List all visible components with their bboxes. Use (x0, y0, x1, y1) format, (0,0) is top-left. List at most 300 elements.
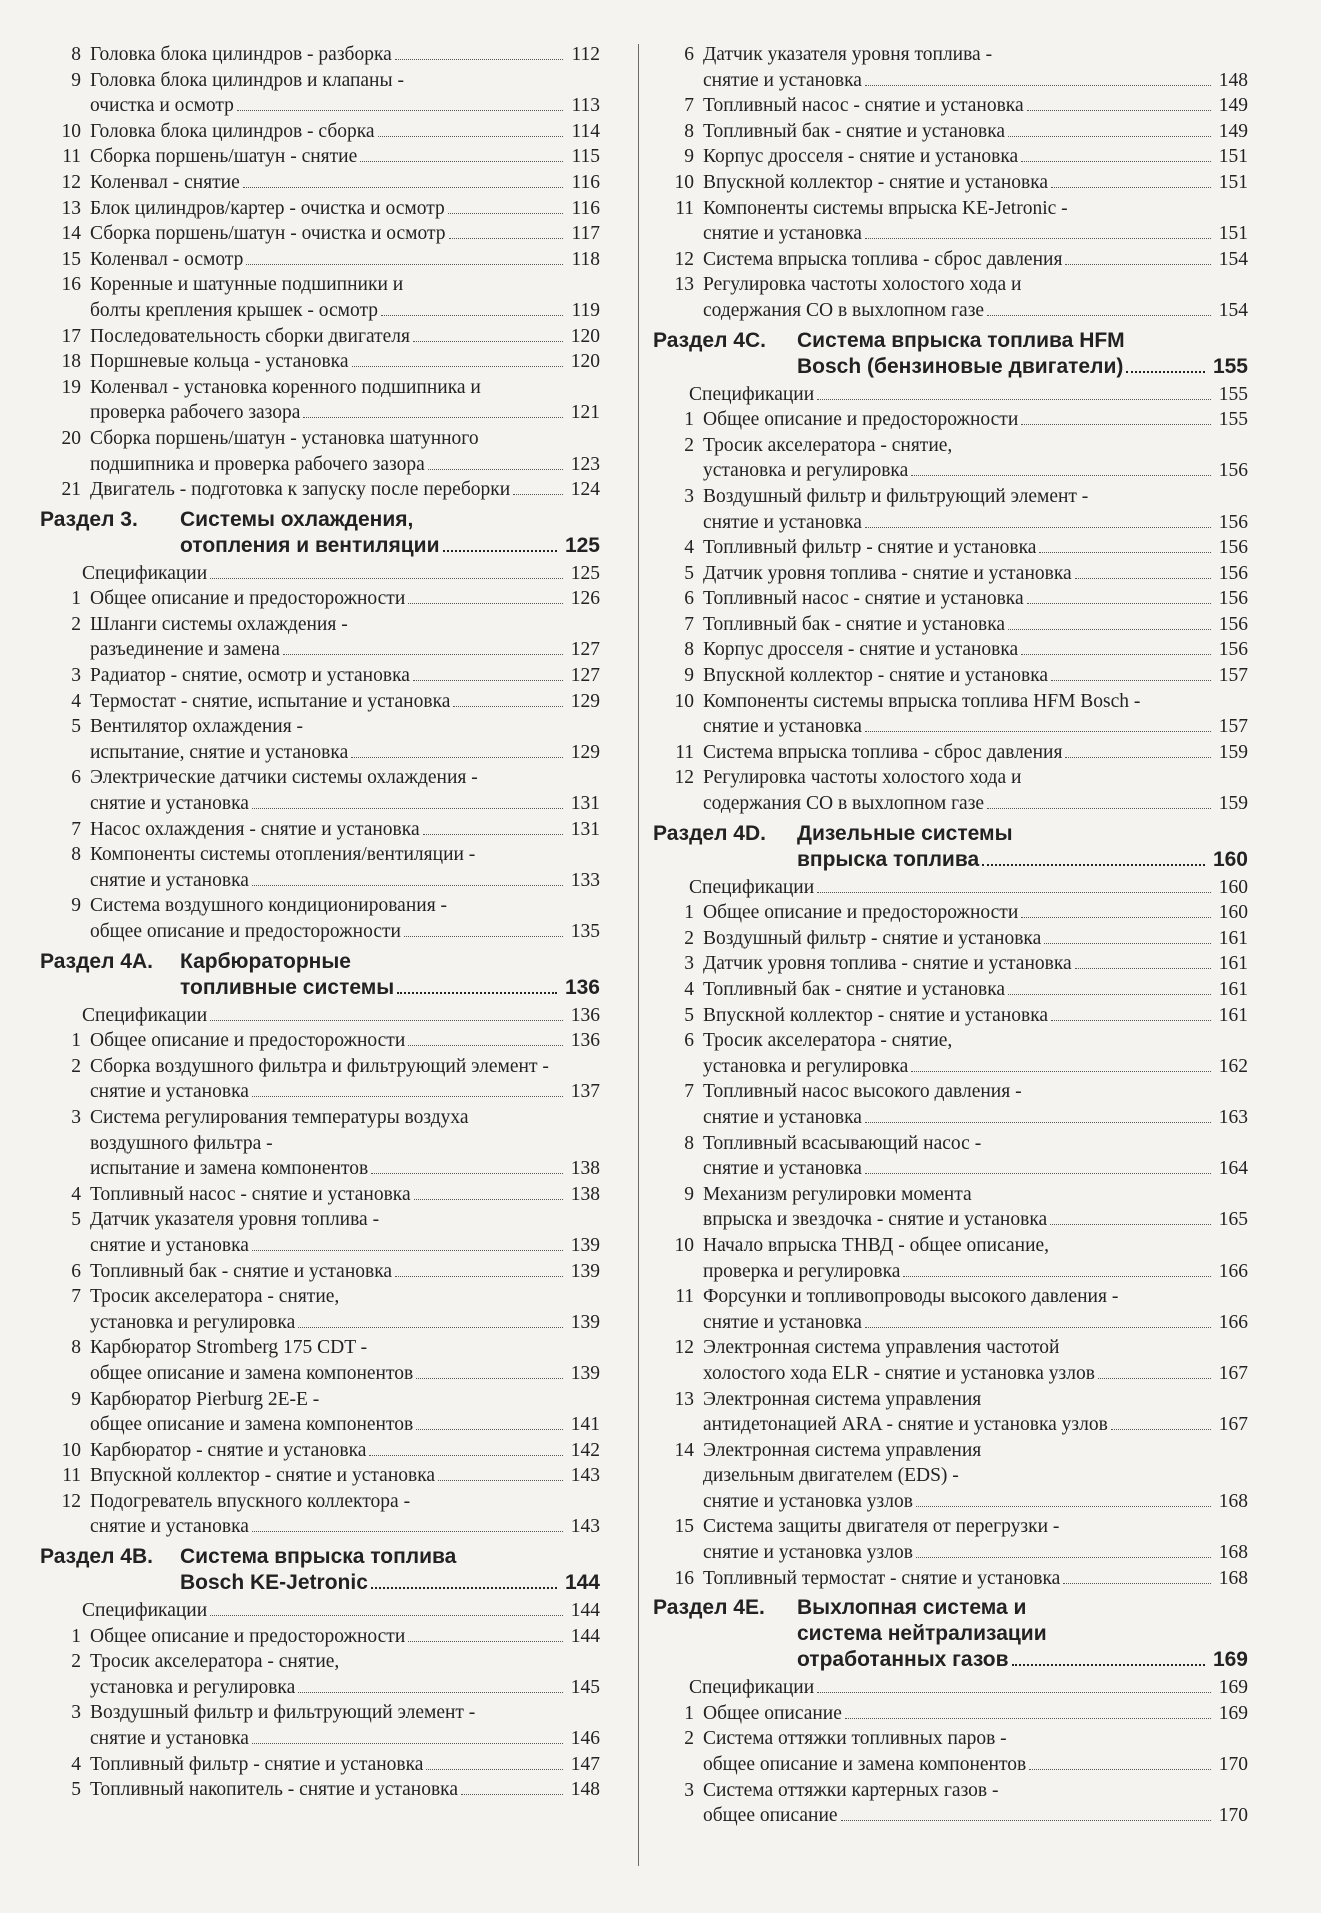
page-number: 112 (571, 44, 600, 65)
toc-line (180, 1544, 600, 1570)
toc-line-text: Воздушный фильтр и фильтрующий элемент - (703, 485, 1089, 507)
toc-line (703, 1438, 1248, 1464)
toc-entry (40, 765, 600, 816)
entry-number: 13 (61, 197, 81, 219)
toc-line-text: Карбюратор Pierburg 2E-E - (90, 1388, 320, 1410)
entry-body (90, 1489, 600, 1540)
toc-line-text: впрыска топлива (797, 847, 980, 871)
entry-body (90, 119, 600, 145)
page-number: 151 (1218, 223, 1248, 245)
page-number: 138 (570, 1183, 600, 1205)
entry-body (703, 926, 1248, 952)
toc-line (90, 1131, 600, 1157)
section-title (180, 507, 600, 559)
dot-leader (414, 1199, 563, 1200)
toc-line (90, 1649, 600, 1675)
section-label: Раздел 4D. (653, 821, 766, 845)
section-title (180, 1544, 600, 1596)
toc-entry (653, 900, 1248, 926)
page-number: 113 (571, 95, 600, 117)
section-label: Раздел 3. (40, 507, 138, 531)
dot-leader (395, 59, 563, 60)
toc-entry (653, 247, 1248, 273)
page-number: 155 (1218, 409, 1248, 431)
toc-line (703, 1003, 1248, 1029)
page-number: 117 (571, 223, 600, 245)
page-number: 129 (570, 690, 600, 712)
entry-body (703, 535, 1248, 561)
entry-number: 5 (71, 1779, 81, 1801)
column-divider (638, 44, 639, 1866)
toc-line (90, 68, 600, 94)
toc-line-text: Электронная система управления (703, 1388, 982, 1410)
dot-leader (1008, 629, 1211, 630)
entry-number: 2 (71, 613, 81, 635)
entry-number: 9 (71, 1388, 81, 1410)
entry-number: 8 (684, 639, 694, 661)
toc-line (90, 1105, 600, 1131)
entry-number: 10 (674, 1234, 694, 1256)
dot-leader (210, 1615, 563, 1616)
page-number: 136 (564, 975, 600, 999)
entry-number: 2 (71, 1055, 81, 1077)
entry-number: 7 (71, 1286, 81, 1308)
page-number: 144 (570, 1625, 600, 1647)
entry-number: 4 (71, 1183, 81, 1205)
dot-leader (1098, 1378, 1211, 1379)
toc-entry (40, 689, 600, 715)
toc-line-text: Топливный насос высокого давления - (703, 1081, 1022, 1103)
page-number: 115 (571, 146, 600, 168)
toc-line-text: дизельным двигателем (EDS) - (703, 1465, 959, 1487)
toc-line-text: установка и регулировка (703, 1055, 909, 1077)
page-number: 137 (570, 1081, 600, 1103)
dot-leader (1051, 187, 1211, 188)
dot-leader (298, 1692, 563, 1693)
toc-line-text: Общее описание и предосторожности (90, 588, 406, 610)
toc-line (703, 272, 1248, 298)
dot-leader (911, 1071, 1211, 1072)
dot-leader (1021, 917, 1211, 918)
toc-line-text: испытание и замена компонентов (90, 1158, 369, 1180)
toc-line-text: Компоненты системы отопления/вентиляции - (90, 844, 476, 866)
entry-body (90, 375, 600, 426)
entry-number: 1 (71, 1625, 81, 1647)
page-number: 143 (570, 1516, 600, 1538)
page-number: 169 (1212, 1648, 1248, 1672)
page-number: 169 (1218, 1702, 1248, 1724)
toc-entry (40, 170, 600, 196)
entry-body (90, 170, 600, 196)
toc-line (797, 328, 1248, 354)
dot-leader (1039, 552, 1211, 553)
dot-leader (865, 527, 1211, 528)
page-number: 138 (570, 1158, 600, 1180)
toc-line-text: Регулировка частоты холостого хода и (703, 767, 1022, 789)
page-number: 156 (1218, 460, 1248, 482)
entry-body (90, 1259, 600, 1285)
toc-line-text: впрыска и звездочка - снятие и установка (703, 1209, 1048, 1231)
dot-leader (1021, 654, 1211, 655)
entry-number: 19 (61, 376, 81, 398)
toc-line (90, 893, 600, 919)
entry-body (703, 407, 1248, 433)
page-number: 154 (1218, 299, 1248, 321)
toc-entry (653, 272, 1248, 323)
entry-number: 5 (684, 562, 694, 584)
entry-body (90, 612, 600, 663)
toc-line-text: Датчик указателя уровня топлива - (703, 44, 993, 65)
dot-leader (395, 1276, 563, 1277)
dot-leader (252, 1250, 563, 1251)
entry-number: 7 (684, 613, 694, 635)
entry-body (703, 765, 1248, 816)
toc-line (797, 354, 1248, 380)
entry-body (703, 663, 1248, 689)
toc-entry (40, 1438, 600, 1464)
page-number: 149 (1218, 95, 1248, 117)
entry-number: 1 (684, 902, 694, 924)
toc-entry (40, 1649, 600, 1700)
page-number: 144 (564, 1571, 600, 1595)
entry-number: 7 (684, 95, 694, 117)
entry-body (703, 740, 1248, 766)
toc-line (90, 1259, 600, 1285)
dot-leader (252, 808, 563, 809)
entry-number: 2 (684, 434, 694, 456)
page-number: 151 (1218, 171, 1248, 193)
page-number: 151 (1218, 146, 1248, 168)
dot-leader (916, 1557, 1211, 1558)
page-number: 135 (570, 921, 600, 942)
toc-line (90, 586, 600, 612)
dot-leader (982, 864, 1205, 866)
dot-leader (371, 1587, 557, 1589)
page-number: 119 (571, 299, 600, 321)
toc-line (90, 1079, 600, 1105)
page-number: 170 (1218, 1805, 1248, 1827)
toc-line-text: снятие и установка (703, 511, 862, 533)
entry-body (90, 1700, 600, 1751)
section-label: Раздел 4С. (653, 328, 766, 352)
toc-line-text: проверка рабочего зазора (90, 402, 301, 424)
dot-leader (987, 315, 1211, 316)
page-number: 168 (1218, 1490, 1248, 1512)
entry-number: 5 (71, 716, 81, 738)
toc-right-column (653, 42, 1248, 1829)
toc-line (703, 1259, 1248, 1285)
dot-leader (449, 238, 563, 239)
toc-line (90, 868, 600, 894)
toc-line (797, 1621, 1248, 1647)
dot-leader (404, 936, 563, 937)
dot-leader (987, 808, 1211, 809)
dot-leader (438, 1480, 563, 1481)
page-number: 168 (1218, 1567, 1248, 1589)
page-number: 125 (564, 533, 600, 557)
toc-line-text: Общее описание и предосторожности (90, 1625, 406, 1647)
toc-line (90, 93, 600, 119)
toc-line (703, 663, 1248, 689)
page-number: 118 (571, 248, 600, 270)
dot-leader (1050, 1224, 1211, 1225)
toc-line-text: Компоненты системы впрыска KE-Jetronic - (703, 197, 1068, 219)
toc-entry (40, 612, 600, 663)
toc-line-text: общее описание и замена компонентов (90, 1362, 414, 1384)
toc-line-text: Общее описание и предосторожности (703, 409, 1019, 431)
specifications-entry (653, 382, 1248, 408)
toc-line (703, 221, 1248, 247)
toc-line (797, 847, 1248, 873)
entry-body (90, 1649, 600, 1700)
dot-leader (1027, 110, 1211, 111)
toc-line (90, 1182, 600, 1208)
entry-body (703, 1079, 1248, 1130)
entry-number: 4 (684, 537, 694, 559)
toc-entry (40, 1028, 600, 1054)
entry-body (703, 1335, 1248, 1386)
dot-leader (1065, 757, 1211, 758)
page-number: 133 (570, 869, 600, 891)
entry-body (703, 1233, 1248, 1284)
toc-line (90, 612, 600, 638)
specifications-entry (653, 1675, 1248, 1701)
dot-leader (448, 213, 563, 214)
entry-number: 9 (684, 665, 694, 687)
entry-number: 13 (674, 1388, 694, 1410)
toc-line (180, 533, 600, 559)
dot-leader (817, 1692, 1211, 1693)
entry-number: 1 (684, 1702, 694, 1724)
dot-leader (246, 264, 563, 265)
toc-line-text: Bosch KE-Jetronic (180, 1571, 368, 1595)
entry-number: 3 (71, 1106, 81, 1128)
entry-body (703, 1726, 1248, 1777)
entry-body (703, 1284, 1248, 1335)
dot-leader (817, 399, 1211, 400)
section-label: Раздел 4А. (40, 949, 153, 973)
entry-body (82, 561, 600, 587)
toc-line-text: Коренные и шатунные подшипники и (90, 274, 404, 296)
entry-body (689, 382, 1248, 408)
toc-entry (653, 926, 1248, 952)
toc-line-text: Общее описание и предосторожности (90, 1030, 406, 1052)
toc-entry (40, 893, 600, 944)
entry-number: 15 (61, 248, 81, 270)
entry-number: 10 (61, 120, 81, 142)
page-number: 159 (1218, 793, 1248, 815)
entry-number: 10 (674, 171, 694, 193)
entry-body (90, 1182, 600, 1208)
toc-entry (653, 119, 1248, 145)
entry-body (90, 1624, 600, 1650)
entry-body (703, 196, 1248, 247)
toc-entry (653, 1335, 1248, 1386)
entry-number: 3 (684, 953, 694, 975)
toc-line-text: Начало впрыска ТНВД - общее описание, (703, 1234, 1050, 1256)
toc-line (90, 1489, 600, 1515)
toc-line (703, 510, 1248, 536)
toc-line-text: Впускной коллектор - снятие и установка (703, 665, 1049, 687)
dot-leader (865, 1122, 1211, 1123)
section-title (180, 949, 600, 1001)
toc-entry (653, 1387, 1248, 1438)
dot-leader (817, 892, 1211, 893)
entry-body (703, 1131, 1248, 1182)
entry-number: 1 (684, 409, 694, 431)
toc-line-text: снятие и установка узлов (703, 1490, 913, 1512)
toc-entry (653, 977, 1248, 1003)
toc-line-text: снятие и установка (90, 1234, 249, 1256)
entry-body (90, 663, 600, 689)
page-number: 162 (1218, 1055, 1248, 1077)
page-number: 127 (570, 639, 600, 661)
toc-line-text: снятие и установка (90, 869, 249, 891)
entry-body (90, 1463, 600, 1489)
toc-line-text: Система воздушного кондиционирования - (90, 895, 448, 917)
toc-line-text: Топливный термостат - снятие и установка (703, 1567, 1061, 1589)
dot-leader (413, 341, 563, 342)
dot-leader (252, 1096, 563, 1097)
toc-line-text: Топливный насос - снятие и установка (90, 1183, 411, 1205)
toc-entry (653, 1028, 1248, 1079)
page-number: 160 (1218, 876, 1248, 898)
entry-number: 15 (674, 1516, 694, 1538)
toc-entry (653, 1003, 1248, 1029)
page-number: 126 (570, 588, 600, 610)
toc-line (90, 689, 600, 715)
toc-entry (653, 1566, 1248, 1592)
toc-line-text: воздушного фильтра - (90, 1132, 273, 1154)
dot-leader (416, 1429, 563, 1430)
toc-line (90, 247, 600, 273)
entry-body (90, 714, 600, 765)
page-number: 145 (570, 1676, 600, 1698)
dot-leader (461, 1794, 563, 1795)
toc-line-text: Тросик акселератора - снятие, (90, 1286, 340, 1308)
page-number: 161 (1218, 927, 1248, 949)
toc-line-text: Сборка воздушного фильтра и фильтрующий элемент - (90, 1055, 549, 1077)
entry-body (703, 433, 1248, 484)
entry-body (703, 1566, 1248, 1592)
toc-line-text: Сборка поршень/шатун - очистка и осмотр (90, 223, 446, 245)
toc-line-text: общее описание и предосторожности (90, 921, 401, 942)
toc-line-text: Топливный бак - снятие и установка (703, 979, 1006, 1000)
page-number: 120 (570, 325, 600, 347)
dot-leader (845, 1718, 1211, 1719)
toc-entry (653, 765, 1248, 816)
section-heading (40, 949, 600, 1001)
entry-number: 11 (675, 741, 694, 763)
toc-line (703, 119, 1248, 145)
toc-line-text: очистка и осмотр (90, 95, 234, 117)
toc-line (689, 875, 1248, 901)
toc-line (90, 1156, 600, 1182)
entry-body (703, 144, 1248, 170)
toc-entry (40, 1105, 600, 1182)
toc-entry (653, 637, 1248, 663)
toc-line (90, 170, 600, 196)
entry-body (703, 951, 1248, 977)
toc-line (82, 1598, 600, 1624)
dot-leader (298, 1327, 563, 1328)
entry-body (703, 977, 1248, 1003)
entry-number: 9 (71, 69, 81, 91)
toc-line-text: Впускной коллектор - снятие и установка (703, 171, 1049, 193)
page-number: 156 (1218, 639, 1248, 661)
dot-leader (1021, 424, 1211, 425)
toc-line-text: Выхлопная система и (797, 1596, 1027, 1620)
toc-line (90, 1752, 600, 1778)
toc-line (703, 247, 1248, 273)
page-number: 141 (570, 1414, 600, 1436)
entry-body (90, 1054, 600, 1105)
toc-line-text: Система впрыска топлива HFM (797, 328, 1125, 352)
dot-leader (243, 187, 563, 188)
toc-entry (653, 1438, 1248, 1515)
toc-line-text: Датчик указателя уровня топлива - (90, 1209, 380, 1231)
toc-line-text: содержания CO в выхлопном газе (703, 299, 985, 321)
toc-line-text: общее описание и замена компонентов (703, 1754, 1027, 1776)
toc-line (689, 1675, 1248, 1701)
entry-body (703, 586, 1248, 612)
toc-line (90, 42, 600, 68)
toc-line (797, 1647, 1248, 1673)
toc-line-text: Впускной коллектор - снятие и установка (90, 1465, 436, 1487)
entry-body (703, 247, 1248, 273)
toc-line (703, 1361, 1248, 1387)
toc-line (703, 1207, 1248, 1233)
toc-line-text: Спецификации (82, 1004, 208, 1026)
entry-number: 14 (674, 1439, 694, 1461)
toc-entry (40, 324, 600, 350)
toc-line-text: Карбюратор - снятие и установка (90, 1439, 367, 1461)
toc-line-text: Система регулирования температуры воздуха (90, 1106, 469, 1128)
dot-leader (1021, 161, 1211, 162)
toc-line (180, 507, 600, 533)
toc-line-text: холостого хода ELR - снятие и установка узлов (703, 1362, 1095, 1384)
toc-line (703, 1233, 1248, 1259)
toc-line-text: Спецификации (689, 1677, 815, 1699)
page-number: 146 (570, 1728, 600, 1750)
toc-line-text: Система защиты двигателя от перегрузки - (703, 1516, 1060, 1538)
toc-line (703, 1387, 1248, 1413)
toc-line-text: Система впрыска топлива - сброс давления (703, 248, 1063, 270)
page-number: 121 (570, 402, 600, 424)
toc-entry (653, 1514, 1248, 1565)
toc-entry (653, 561, 1248, 587)
toc-entry (40, 1489, 600, 1540)
toc-entry (653, 951, 1248, 977)
toc-line-text: Электрические датчики системы охлаждения - (90, 767, 478, 789)
toc-entry (40, 1182, 600, 1208)
toc-entry (653, 1131, 1248, 1182)
toc-line (703, 1028, 1248, 1054)
entry-number: 10 (674, 690, 694, 712)
page-number: 123 (570, 453, 600, 475)
page-number: 156 (1218, 613, 1248, 635)
toc-line (703, 689, 1248, 715)
toc-entry (653, 663, 1248, 689)
toc-line-text: Топливный фильтр - снятие и установка (703, 537, 1037, 559)
toc-line (90, 196, 600, 222)
entry-body (90, 1284, 600, 1335)
page-number: 124 (570, 479, 600, 501)
toc-entry (653, 93, 1248, 119)
toc-entry (40, 586, 600, 612)
section-label: Раздел 4В. (40, 1545, 153, 1569)
toc-line (703, 144, 1248, 170)
